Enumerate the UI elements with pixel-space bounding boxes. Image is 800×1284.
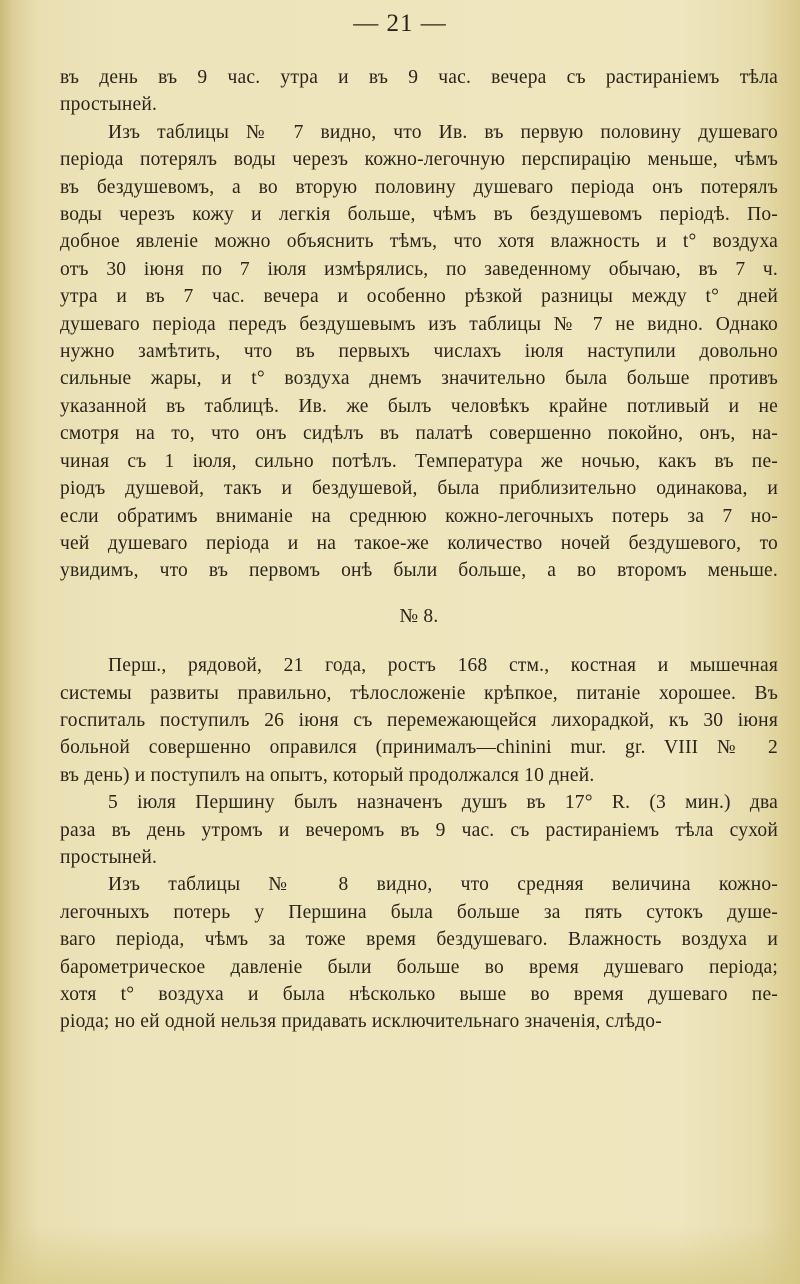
section-heading: № 8. [399,605,439,627]
paragraph-2: Изъ таблицы № 7 видно, что Ив. въ первую половину душеваго періода потерялъ воды черезъ кожно-легочную перспирацію меньше, чѣмъ въ бездушевомъ, а во вторую половину душеваго періода онъ потерялъ воды черезъ кожу и легкія больше, чѣмъ въ бездушевомъ періодѣ. По- добное явленіе можно объяснить тѣмъ, что хотя влажность и t° воздуха отъ 30 іюня по 7 іюля измѣрялись, по заведенному обычаю, въ 7 ч. утра и въ 7 час. вечера и особенно рѣзкой разницы между t° дней душеваго періода передъ бездушевымъ изъ таблицы № 7 не видно. Однако нужно замѣтить, что въ первыхъ числахъ іюля наступили довольно сильные жары, и t° воздуха днемъ значительно была больше противъ указанной въ таблицѣ. Ив. же былъ человѣкъ крайне потливый и не смотря на то, что онъ сидѣлъ въ палатѣ совершенно покойно, онъ, на- чиная съ 1 іюля, сильно потѣлъ. Температура же ночью, какъ въ пе- ріодъ душевой, такъ и бездушевой, была приблизительно одинакова, и если обратимъ вниманіе на среднюю кожно-легочныхъ потерь за 7 но- чей душеваго періода и на такое-же количество ночей бездушевого, то увидимъ, что въ первомъ онѣ были больше, а во второмъ меньше. [60,121,778,582]
paragraph-1: въ день въ 9 час. утра и въ 9 час. вечера съ растираніемъ тѣла простыней. [60,67,778,116]
page-number: — 21 — [353,10,447,37]
text-body [60,64,778,1036]
paragraph-5: Изъ таблицы № 8 видно, что средняя величина кожно- легочныхъ потерь у Першина была больше за пять сутокъ душе- ваго періода, чѣмъ за тоже время бездушеваго. Влажность воздуха и барометрическое давленіе были больше во время душеваго періода; хотя t° воздуха и была нѣсколько выше во время душеваго пе- ріода; но ей одной нельзя придавать исключительнаго значенія, слѣдо- [60,874,778,1033]
paragraph-4: 5 іюля Першину былъ назначенъ душъ въ 17° R. (3 мин.) два раза въ день утромъ и вечеромъ въ 9 час. съ растираніемъ тѣла сухой простыней. [60,792,778,868]
paragraph-3: Перш., рядовой, 21 года, ростъ 168 стм., костная и мышечная системы развиты правильно, тѣлосложеніе крѣпкое, питаніе хорошее. Въ госпиталь поступилъ 26 іюня съ перемежающейся лихорадкой, къ 30 іюня больной совершенно оправился (принималъ—сhinini mur. gr. VIII № 2 въ день) и поступилъ на опытъ, который продолжался 10 дней. [60,655,778,786]
